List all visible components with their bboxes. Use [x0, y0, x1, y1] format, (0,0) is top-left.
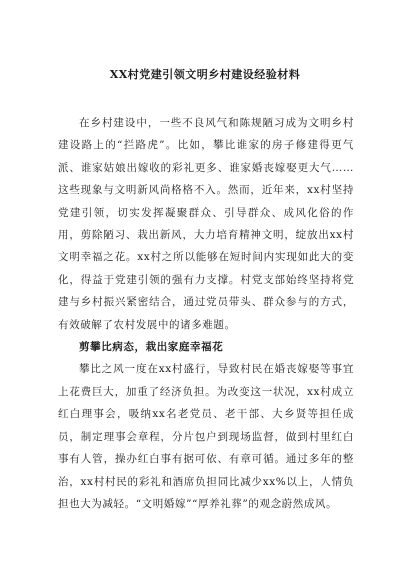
document-body: [58, 112, 354, 515]
section-heading: 剪攀比病态，栽出家庭幸福花: [79, 341, 224, 354]
document-title: XX村党建引领文明乡村建设经验材料: [109, 68, 301, 81]
body-paragraph: 在乡村建设中，一些不良风气和陈规陋习成为文明乡村建设路上的“拦路虎”。比如，攀比谁家的房子修建得更气派、谁家姑娘出嫁收的彩礼更多、谁家婚丧嫁娶更大气……这些现象与文明新风尚格格不入。然而，近年来，xx村坚持党建引领，切实发挥凝聚群众、引导群众、成风化俗的作用，剪除陋习、栽出新风，大力培育精神文明，绽放出xx村文明幸福之花。xx村之所以能够在短时间内实现如此大的变化，得益于党建引领的强有力支撑。村党支部始终坚持将党建与乡村振兴紧密结合，通过党员带头、群众参与的方式，有效破解了农村发展中的诸多难题。: [58, 117, 354, 331]
section-paragraph: 攀比之风一度在xx村盛行，导致村民在婚丧嫁娶等事宜上花费巨大，加重了经济负担。为改变这一状况，xx村成立红白理事会，吸纳xx名老党员、老干部、大乡贤等担任成员，制定理事会章程，分片包户到现场监督，做到村里红白事有人管，操办红白事有据可依、有章可循。通过多年的整治，xx村村民的彩礼和酒席负担同比减少xx%以上，人情负担也大为减轻。“文明婚嫁”“厚养礼葬”的观念蔚然成风。: [58, 363, 354, 510]
